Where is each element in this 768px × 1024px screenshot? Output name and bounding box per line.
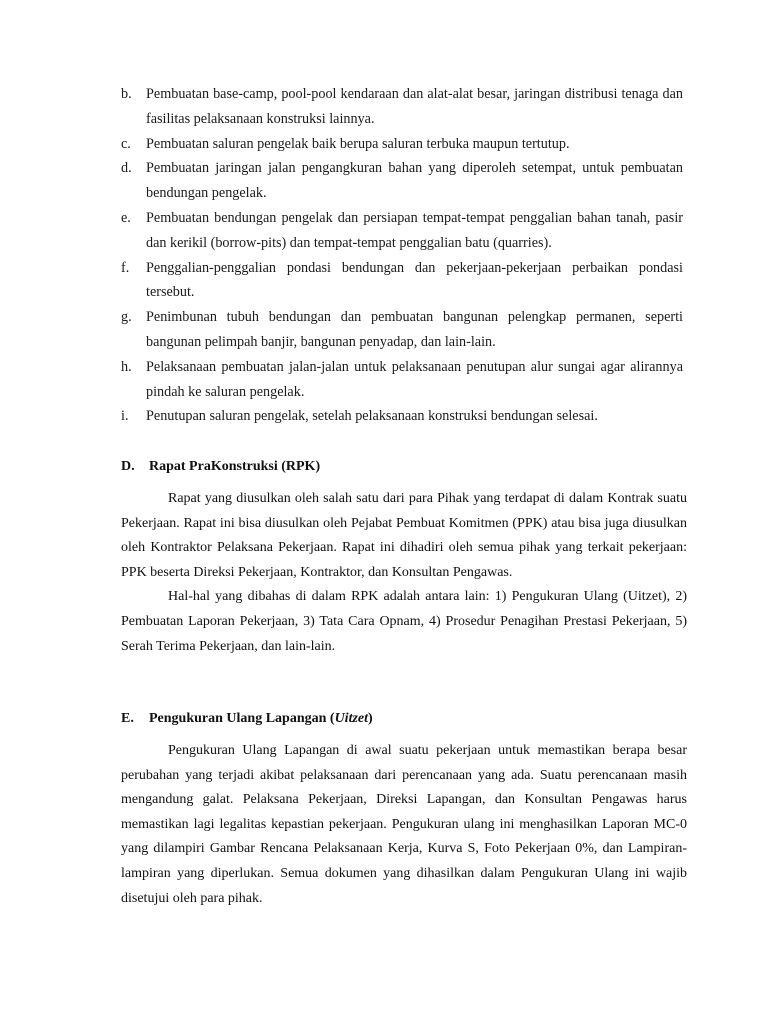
section-title: Rapat PraKonstruksi (RPK)	[149, 459, 321, 474]
list-item	[121, 156, 683, 206]
list-item-text: Pembuatan base-camp, pool-pool kendaraan dan alat-alat besar, jaringan distribusi tenaga dan fasilitas pelaksanaan konstruksi lainnya.	[146, 86, 683, 127]
section-e-heading	[121, 711, 373, 727]
list-marker: g.	[121, 309, 132, 326]
paragraph: Hal-hal yang dibahas di dalam RPK adalah antara lain: 1) Pengukuran Ulang (Uitzet), 2) Pembuatan Laporan Pekerjaan, 3) Tata Cara Opnam, 4) Prosedur Penagihan Prestasi Pekerjaan, 5) Serah Terima Pekerjaan, dan lain-lain.	[121, 589, 687, 654]
list-item-text: Penimbunan tubuh bendungan dan pembuatan bangunan pelengkap permanen, seperti bangunan pelimpah banjir, bangunan penyadap, dan lain-lain.	[146, 309, 683, 350]
list-item	[121, 305, 683, 355]
list-item-text: Pembuatan jaringan jalan pengangkuran bahan yang diperoleh setempat, untuk pembuatan bendungan pengelak.	[146, 160, 683, 202]
list-item	[121, 355, 683, 405]
paragraph: Pengukuran Ulang Lapangan di awal suatu pekerjaan untuk memastikan berapa besar perubahan yang terjadi akibat pelaksanaan dari perencanaan yang ada. Suatu perencanaan masih mengandung galat. Pelaksana Pekerjaan, Direksi Lapangan, dan Konsultan Pengawas harus memastikan lagi legalitas kepastian pekerjaan. Pengukuran ulang ini menghasilkan Laporan MC-0 yang dilampiri Gambar Rencana Pelaksanaan Kerja, Kurva S, Foto Pekerjaan 0%, dan Lampiran-lampiran yang diperlukan. Semua dokumen yang dihasilkan dalam Pengukuran Ulang ini wajib disetujui oleh para pihak.	[121, 743, 687, 906]
list-item-text: Penutupan saluran pengelak, setelah pelaksanaan konstruksi bendungan selesai.	[146, 408, 598, 425]
list-item	[121, 206, 683, 256]
list-item	[121, 404, 683, 429]
section-title: Pengukuran Ulang Lapangan (	[149, 711, 335, 726]
section-number: E.	[121, 711, 134, 726]
list-marker: e.	[121, 209, 131, 226]
list-item	[121, 82, 683, 132]
construction-steps-list	[121, 82, 683, 429]
section-title-close: )	[368, 711, 373, 726]
list-marker: i.	[121, 408, 129, 425]
paragraph: Rapat yang diusulkan oleh salah satu dari para Pihak yang terdapat di dalam Kontrak suatu Pekerjaan. Rapat ini bisa diusulkan oleh Pejabat Pembuat Komitmen (PPK) atau bisa juga diusulkan oleh Kontraktor Pelaksana Pekerjaan. Rapat ini dihadiri oleh semua pihak yang terkait pekerjaan: PPK beserta Direksi Pekerjaan, Kontraktor, dan Konsultan Pengawas.	[121, 491, 687, 580]
list-item	[121, 132, 683, 157]
section-d-heading	[121, 459, 320, 475]
list-marker: f.	[121, 259, 130, 276]
list-marker: d.	[121, 160, 132, 177]
list-marker: h.	[121, 358, 132, 375]
list-item-text: Penggalian-penggalian pondasi bendungan dan pekerjaan-pekerjaan perbaikan pondasi tersebut.	[146, 259, 683, 301]
section-d-body	[121, 487, 687, 659]
list-item-text: Pembuatan bendungan pengelak dan persiapan tempat-tempat penggalian bahan tanah, pasir dan kerikil (borrow-pits) dan tempat-tempat penggalian batu (quarries).	[146, 209, 683, 251]
list-marker: c.	[121, 135, 131, 152]
list-item	[121, 256, 683, 306]
section-number: D.	[121, 459, 135, 474]
list-item-text: Pelaksanaan pembuatan jalan-jalan untuk pelaksanaan penutupan alur sungai agar alirannya pindah ke saluran pengelak.	[146, 358, 683, 400]
section-e-body	[121, 739, 687, 911]
list-item-text: Pembuatan saluran pengelak baik berupa saluran terbuka maupun tertutup.	[146, 135, 570, 152]
section-title-italic: Uitzet	[334, 711, 369, 726]
list-marker: b.	[121, 86, 132, 102]
